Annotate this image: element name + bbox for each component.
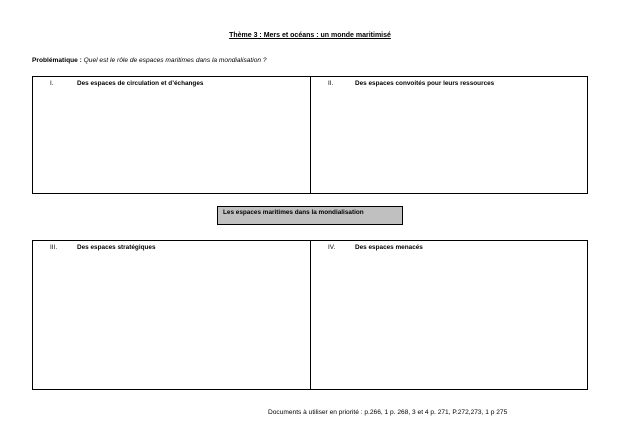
problematique-label: Problématique : [32,57,82,64]
section-numeral: III. [50,244,58,251]
section-cell-2 [311,77,588,193]
section-cell-3 [33,241,311,389]
section-heading: Des espaces menacés [355,244,423,251]
center-label-box: Les espaces maritimes dans la mondialisation [217,206,403,225]
problematique-question: Quel est le rôle de espaces maritimes dans la mondialisation ? [83,57,267,64]
section-numeral: IV. [328,244,336,251]
section-heading: Des espaces de circulation et d’échanges [77,80,204,87]
section-numeral: I. [50,80,54,87]
section-heading: Des espaces convoités pour leurs ressources [355,80,495,87]
footer-note: Documents à utiliser en priorité : p.266, 1 p. 268, 3 et 4 p. 271, P.272,273, 1 p 275 [268,409,508,416]
top-table [32,76,588,194]
section-heading: Des espaces stratégiques [77,244,156,251]
problematique [32,57,267,64]
section-numeral: II. [328,80,334,87]
section-cell-1 [33,77,311,193]
bottom-table [32,240,588,390]
document-title: Thème 3 : Mers et océans : un monde maritimisé [229,32,391,39]
section-cell-4 [311,241,588,389]
